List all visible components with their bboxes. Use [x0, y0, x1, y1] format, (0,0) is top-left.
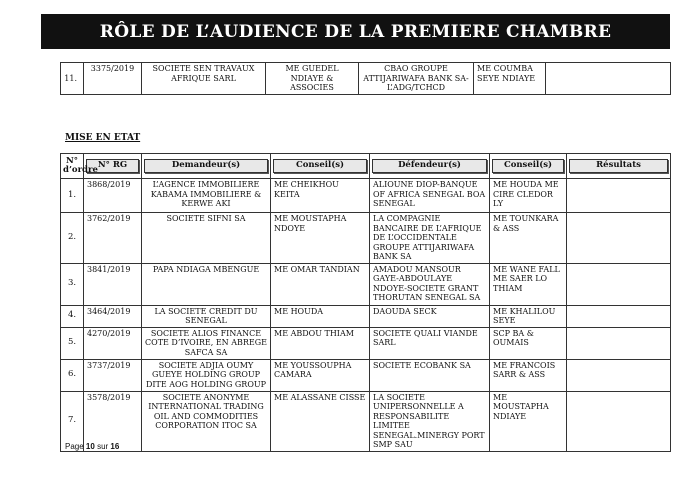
header-rg: N° RG	[84, 154, 142, 179]
resultats-cell	[567, 213, 671, 264]
rg-cell: 3868/2019	[84, 179, 142, 213]
rg-cell: 3464/2019	[84, 305, 142, 327]
page-title: RÔLE DE L’AUDIENCE DE LA PREMIERE CHAMBRE	[99, 21, 612, 42]
row-index: 1.	[61, 179, 84, 213]
demandeur-cell: SOCIETE SIFNI SA	[142, 213, 271, 264]
rg-cell: 3762/2019	[84, 213, 142, 264]
defendeur-cell: CBAO GROUPE ATTIJARIWAFA BANK SA- L’ADG/TCHCD	[359, 63, 474, 95]
row-index: 11.	[61, 63, 84, 95]
demandeur-cell: SOCIETE SEN TRAVAUX AFRIQUE SARL	[142, 63, 266, 95]
defendeur-cell: LA SOCIETE UNIPERSONNELLE A RESPONSABILITE LIMITEE SENEGAL.MINERGY PORT SMP SAU	[370, 391, 490, 451]
demandeur-cell: SOCIETE ALIOS FINANCE COTE D’IVOIRE, EN ABREGE SAFCA SA	[142, 327, 271, 359]
footer-sep: sur	[97, 442, 109, 451]
resultats-cell	[567, 391, 671, 451]
row-index: 4.	[61, 305, 84, 327]
footer-page: 10	[85, 442, 95, 451]
header-row	[61, 154, 671, 179]
resultats-cell	[567, 179, 671, 213]
conseil-cell: SCP BA & OUMAIS	[490, 327, 567, 359]
table-row	[61, 327, 671, 359]
rg-cell: 3841/2019	[84, 263, 142, 305]
defendeur-cell: AMADOU MANSOUR GAYE-ABDOULAYE NDOYE-SOCIETE GRANT THORUTAN SENEGAL SA	[370, 263, 490, 305]
table-row	[61, 213, 671, 264]
page-title-banner	[41, 14, 670, 49]
conseil-cell: ME HOUDA	[271, 305, 370, 327]
header-conseil: Conseil(s)	[490, 154, 567, 179]
footer-total: 16	[110, 442, 120, 451]
demandeur-cell: PAPA NDIAGA MBENGUE	[142, 263, 271, 305]
demandeur-cell: SOCIETE ANONYME INTERNATIONAL TRADING OIL AND COMMODITIES CORPORATION ITOC SA	[142, 391, 271, 451]
header-ordre: N° d’ordre	[61, 154, 84, 179]
defendeur-cell: SOCIETE QUALI VIANDE SARL	[370, 327, 490, 359]
resultats-cell	[567, 327, 671, 359]
resultats-cell	[567, 263, 671, 305]
row-index: 7.	[61, 391, 84, 451]
row-index: 2.	[61, 213, 84, 264]
table-row	[61, 263, 671, 305]
previous-page-table	[60, 62, 671, 95]
conseil-cell: ME WANE FALL ME SAER LO THIAM	[490, 263, 567, 305]
header-resultats: Résultats	[567, 154, 671, 179]
page-footer	[65, 442, 119, 451]
table-row	[61, 179, 671, 213]
conseil-cell: ME KHALILOU SEYE	[490, 305, 567, 327]
defendeur-cell: SOCIETE ECOBANK SA	[370, 359, 490, 391]
header-demandeur: Demandeur(s)	[142, 154, 271, 179]
rg-cell: 3737/2019	[84, 359, 142, 391]
hearing-table	[60, 153, 671, 452]
conseil-cell: ME FRANCOIS SARR & ASS	[490, 359, 567, 391]
defendeur-cell: DAOUDA SECK	[370, 305, 490, 327]
rg-cell: 3578/2019	[84, 391, 142, 451]
rg-cell: 4270/2019	[84, 327, 142, 359]
conseil-cell: ME CHEIKHOU KEITA	[271, 179, 370, 213]
resultats-cell	[546, 63, 671, 95]
conseil-cell: ME GUEDEL NDIAYE & ASSOCIES	[266, 63, 359, 95]
row-index: 6.	[61, 359, 84, 391]
demandeur-cell: SOCIETE ADJIA OUMY GUEYE HOLDING GROUP DITE AOG HOLDING GROUP	[142, 359, 271, 391]
demandeur-cell: LA SOCIETE CREDIT DU SENEGAL	[142, 305, 271, 327]
row-index: 3.	[61, 263, 84, 305]
conseil-cell: ME HOUDA ME CIRE CLEDOR LY	[490, 179, 567, 213]
conseil-cell: ME MOUSTAPHA NDIAYE	[490, 391, 567, 451]
conseil-cell: ME COUMBA SEYE NDIAYE	[474, 63, 546, 95]
resultats-cell	[567, 305, 671, 327]
section-title: MISE EN ETAT	[65, 133, 141, 143]
rg-cell: 3375/2019	[84, 63, 142, 95]
table-row	[61, 359, 671, 391]
table-row	[61, 391, 671, 451]
resultats-cell	[567, 359, 671, 391]
conseil-cell: ME YOUSSOUPHA CAMARA	[271, 359, 370, 391]
footer-prefix: Page	[65, 442, 84, 451]
conseil-cell: ME ALASSANE CISSE	[271, 391, 370, 451]
conseil-cell: ME ABDOU THIAM	[271, 327, 370, 359]
conseil-cell: ME TOUNKARA & ASS	[490, 213, 567, 264]
defendeur-cell: LA COMPAGNIE BANCAIRE DE L’AFRIQUE DE L’OCCIDENTALE GROUPE ATTIJARIWAFA BANK SA	[370, 213, 490, 264]
header-conseil: Conseil(s)	[271, 154, 370, 179]
table-row	[61, 305, 671, 327]
defendeur-cell: ALIOUNE DIOP-BANQUE OF AFRICA SENEGAL BOA SENEGAL	[370, 179, 490, 213]
row-index: 5.	[61, 327, 84, 359]
table-row	[61, 63, 671, 95]
header-defendeur: Défendeur(s)	[370, 154, 490, 179]
demandeur-cell: L’AGENCE IMMOBILIERE KABAMA IMMOBILIERE & KERWE AKI	[142, 179, 271, 213]
conseil-cell: ME OMAR TANDIAN	[271, 263, 370, 305]
conseil-cell: ME MOUSTAPHA NDOYE	[271, 213, 370, 264]
